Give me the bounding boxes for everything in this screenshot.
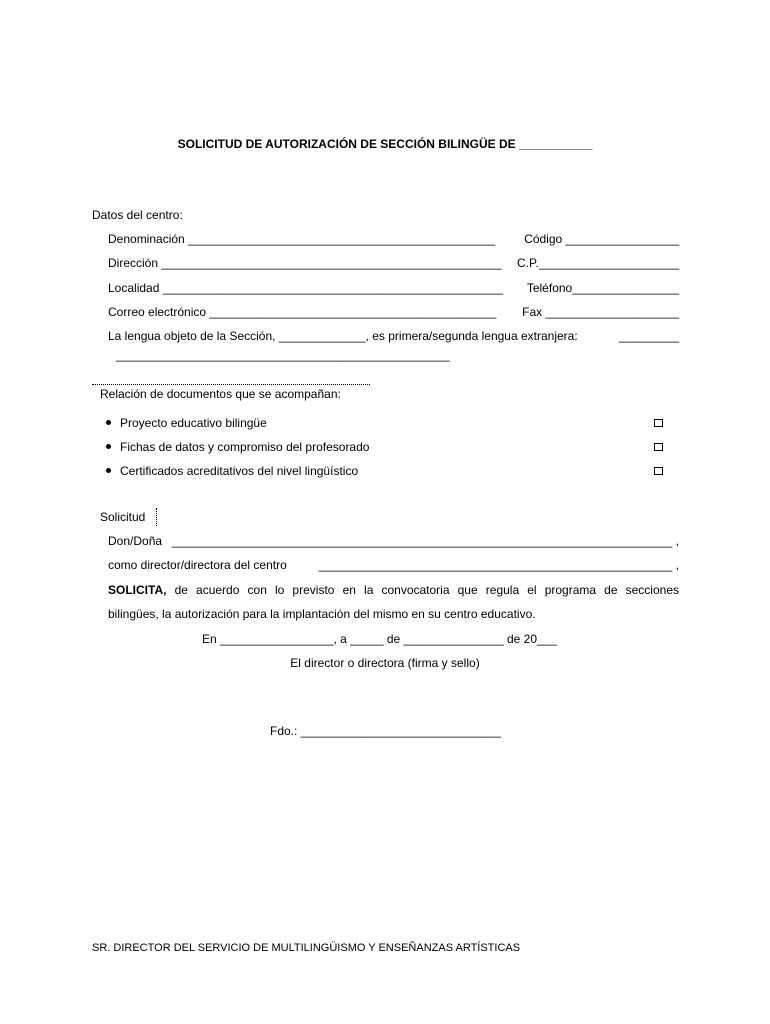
solicita-paragraph-line1 (108, 583, 679, 598)
denominacion-field[interactable]: Denominación ______________________________________________ (108, 232, 496, 246)
firma-label: El director o directora (firma y sello) (290, 656, 480, 670)
localidad-row (108, 281, 679, 296)
fax-field[interactable]: Fax ____________________ (522, 305, 679, 319)
documento-label: Fichas de datos y compromiso del profesorado (120, 440, 370, 454)
solicitud-heading: Solicitud (100, 510, 146, 524)
correo-field[interactable]: Correo electrónico ___________________________________________ (108, 305, 497, 319)
documento-checkbox[interactable] (654, 419, 663, 427)
solicita-text: de acuerdo con lo previsto en la convocatoria que regula el programa de secciones (174, 583, 679, 597)
solicita-label: SOLICITA, (108, 583, 167, 597)
como-label: como director/directora del centro (108, 558, 287, 572)
solicita-paragraph-line2: bilingües, la autorización para la implantación del mismo en su centro educativo. (108, 607, 536, 621)
bullet-icon (106, 468, 111, 473)
section-divider (92, 384, 370, 385)
direccion-row (108, 256, 679, 271)
don-row (108, 534, 679, 549)
correo-row (108, 305, 679, 320)
denominacion-row (108, 232, 679, 247)
bullet-icon (106, 444, 111, 449)
bullet-icon (106, 420, 111, 425)
centro-field[interactable]: _____________________________________________________ , (318, 558, 679, 572)
documento-item (106, 440, 369, 455)
lengua-continuation-field[interactable]: __________________________________________________ (116, 348, 450, 362)
don-label: Don/Doña (108, 534, 163, 548)
documento-item (106, 416, 267, 431)
fecha-line[interactable]: En _________________, a _____ de _______________ de 20___ (202, 632, 558, 646)
telefono-field[interactable]: Teléfono________________ (526, 281, 679, 295)
documento-label: Certificados acreditativos del nivel lingüístico (120, 464, 359, 478)
datos-centro-heading: Datos del centro: (92, 208, 183, 222)
documento-label: Proyecto educativo bilingüe (120, 416, 267, 430)
documento-checkbox[interactable] (654, 467, 663, 475)
lengua-label[interactable]: La lengua objeto de la Sección, _____________, es primera/segunda lengua extranjera: (108, 329, 578, 343)
localidad-field[interactable]: Localidad ___________________________________________________ (108, 281, 504, 295)
lengua-row (108, 329, 679, 344)
documento-checkbox[interactable] (654, 443, 663, 451)
dotted-marker (156, 508, 157, 526)
fdo-field[interactable]: Fdo.: ______________________________ (270, 724, 501, 738)
codigo-field[interactable]: Código _________________ (524, 232, 679, 246)
cp-field[interactable]: C.P._____________________ (517, 256, 679, 270)
form-title: SOLICITUD DE AUTORIZACIÓN DE SECCIÓN BILINGÜE DE ___________ (177, 137, 593, 151)
don-field[interactable]: ___________________________________________________________________________ , (171, 534, 679, 548)
como-row (108, 558, 679, 573)
lengua-extranjera-field[interactable]: _________ (618, 329, 679, 343)
documento-item (106, 464, 358, 479)
footer-recipient: SR. DIRECTOR DEL SERVICIO DE MULTILINGÜISMO Y ENSEÑANZAS ARTÍSTICAS (92, 942, 521, 954)
direccion-field[interactable]: Dirección ___________________________________________________ (108, 256, 502, 270)
documentos-heading: Relación de documentos que se acompañan: (100, 387, 341, 401)
